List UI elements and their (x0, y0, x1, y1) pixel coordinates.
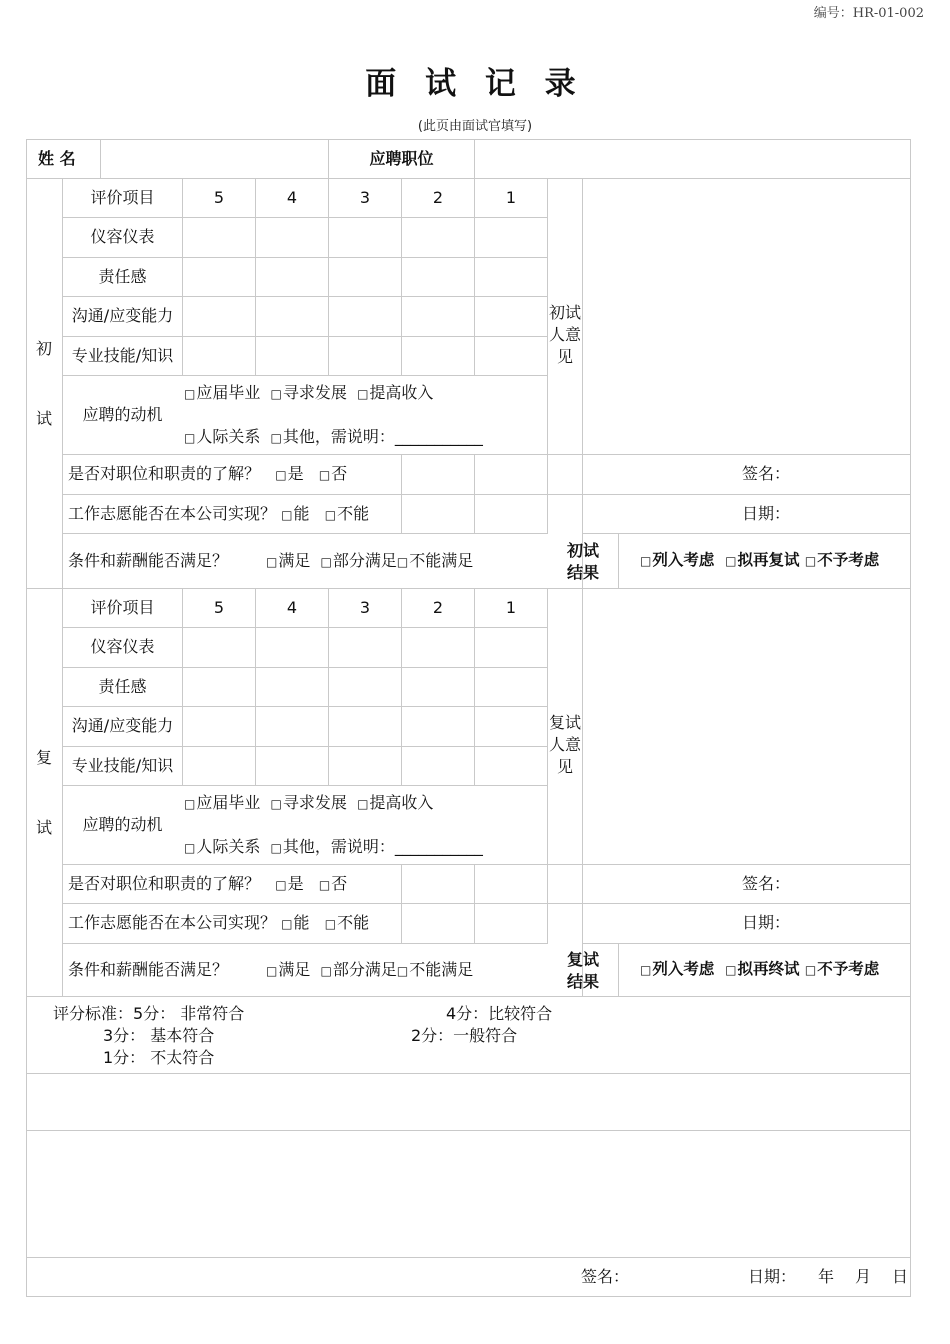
footer-year: 年 (818, 1267, 835, 1286)
item-communication: 沟通/应变能力 (71, 306, 174, 325)
first-result-option[interactable]: □不予考虑 (804, 551, 880, 569)
scoring-line-1: 评分标准：5分： 非常符合 (53, 1004, 245, 1023)
first-date-label: 日期： (742, 504, 791, 523)
first-opinion-area[interactable] (584, 180, 909, 453)
q2-option[interactable]: □不能 (324, 913, 370, 932)
score-header-2: 2 (432, 188, 444, 207)
motivation-label: 应聘的动机 (82, 815, 163, 834)
motivation-options-row2 (184, 839, 483, 855)
motivation-option[interactable]: □其他，需说明：___________ (270, 427, 483, 446)
second-opinion-area[interactable] (584, 590, 909, 863)
first-result-option[interactable]: □拟再复试 (725, 551, 800, 569)
q1-option[interactable]: □否 (318, 464, 348, 483)
scoring-4: 4分：比较符合 (446, 1004, 553, 1023)
second-interviewer-opinion-label: 复试人意见 (548, 713, 581, 776)
question-compensation: 条件和薪酬能否满足？ (68, 551, 229, 570)
notes-area-2[interactable] (27, 1131, 910, 1256)
score-header-3: 3 (359, 188, 371, 207)
q3-option[interactable]: □不能满足 (396, 960, 474, 979)
question-career-goal: 工作志愿能否在本公司实现？ □能 □不能 (68, 504, 370, 523)
q3-option[interactable]: □部分满足 (320, 551, 397, 570)
q3-options (266, 553, 473, 569)
second-sign-label: 签名： (742, 874, 791, 893)
footer-day: 日 (892, 1267, 909, 1286)
motivation-option[interactable]: □应届毕业 (184, 383, 261, 402)
page-title: 面 试 记 录 (365, 66, 585, 102)
rating-item-header: 评价项目 (90, 188, 155, 207)
second-result-option[interactable]: □拟再终试 (725, 960, 800, 978)
score-header-4: 4 (286, 188, 298, 207)
motivation-options-row2 (184, 429, 483, 445)
rating-item-header: 评价项目 (90, 598, 155, 617)
motivation-label: 应聘的动机 (82, 405, 163, 424)
item-appearance: 仪容仪表 (90, 637, 155, 656)
page-subtitle: (此页由面试官填写) (417, 119, 533, 134)
q3-option[interactable]: □满足 (266, 551, 311, 570)
q3-option[interactable]: □满足 (266, 960, 311, 979)
second-round-side-label-top: 复 (35, 748, 52, 767)
footer-sign-label: 签名： (581, 1267, 630, 1286)
first-result-label-2: 结果 (566, 563, 599, 582)
second-date-label: 日期： (742, 913, 791, 932)
question-job-understanding: 是否对职位和职责的了解？ □是 □否 (68, 464, 348, 483)
first-result-label-1: 初试 (566, 541, 599, 560)
q1-option[interactable]: □是 (275, 464, 304, 483)
motivation-option[interactable]: □人际关系 (184, 837, 261, 856)
score-header-1: 1 (505, 598, 517, 617)
second-result-option[interactable]: □列入考虑 (640, 960, 715, 978)
name-label: 姓 名 (38, 149, 76, 168)
motivation-option[interactable]: □提高收入 (357, 793, 434, 812)
second-result-options (640, 962, 879, 978)
first-interviewer-opinion-label: 初试人意见 (548, 303, 581, 366)
item-communication: 沟通/应变能力 (71, 716, 174, 735)
scoring-3: 3分： 基本符合 (103, 1026, 215, 1045)
footer-month: 月 (855, 1267, 872, 1286)
item-expertise: 专业技能/知识 (71, 346, 174, 365)
motivation-option[interactable]: □应届毕业 (184, 793, 261, 812)
position-field[interactable] (475, 140, 909, 177)
score-header-1: 1 (505, 188, 517, 207)
q2-option[interactable]: □能 (281, 913, 310, 932)
first-round-side-label-bottom: 试 (35, 409, 52, 428)
item-appearance: 仪容仪表 (90, 227, 155, 246)
item-responsibility: 责任感 (98, 677, 147, 696)
question-compensation: 条件和薪酬能否满足？ (68, 960, 229, 979)
q3-options (266, 962, 473, 978)
footer-date-label: 日期： (748, 1267, 797, 1286)
question-job-understanding: 是否对职位和职责的了解？ □是 □否 (68, 874, 348, 893)
motivation-option[interactable]: □其他，需说明：___________ (270, 837, 483, 856)
position-label: 应聘职位 (369, 149, 434, 168)
first-round-side-label-top: 初 (35, 339, 52, 358)
motivation-options-row1 (184, 385, 433, 401)
q3-option[interactable]: □不能满足 (396, 551, 474, 570)
score-header-5: 5 (213, 598, 225, 617)
item-responsibility: 责任感 (98, 267, 147, 286)
form-code: 编号：HR-01-002 (813, 6, 924, 21)
second-result-option[interactable]: □不予考虑 (804, 960, 880, 978)
second-result-label-1: 复试 (566, 950, 599, 969)
q3-option[interactable]: □部分满足 (320, 960, 397, 979)
name-field[interactable] (101, 140, 327, 177)
first-sign-label: 签名： (742, 464, 791, 483)
question-career-goal: 工作志愿能否在本公司实现？ □能 □不能 (68, 913, 370, 932)
motivation-option[interactable]: □人际关系 (184, 427, 261, 446)
q2-option[interactable]: □能 (281, 504, 310, 523)
second-result-label-2: 结果 (566, 972, 599, 991)
q1-option[interactable]: □否 (318, 874, 348, 893)
second-round-side-label-bottom: 试 (35, 818, 52, 837)
score-header-2: 2 (432, 598, 444, 617)
scoring-2: 2分：一般符合 (411, 1026, 518, 1045)
first-result-option[interactable]: □列入考虑 (640, 551, 715, 569)
score-header-3: 3 (359, 598, 371, 617)
motivation-option[interactable]: □提高收入 (357, 383, 434, 402)
motivation-option[interactable]: □寻求发展 (270, 793, 347, 812)
q2-option[interactable]: □不能 (324, 504, 370, 523)
score-header-5: 5 (213, 188, 225, 207)
score-header-4: 4 (286, 598, 298, 617)
scoring-1: 1分： 不太符合 (103, 1048, 215, 1067)
first-result-options (640, 553, 879, 569)
motivation-options-row1 (184, 795, 433, 811)
motivation-option[interactable]: □寻求发展 (270, 383, 347, 402)
item-expertise: 专业技能/知识 (71, 756, 174, 775)
notes-area-1[interactable] (27, 1074, 910, 1129)
q1-option[interactable]: □是 (275, 874, 304, 893)
